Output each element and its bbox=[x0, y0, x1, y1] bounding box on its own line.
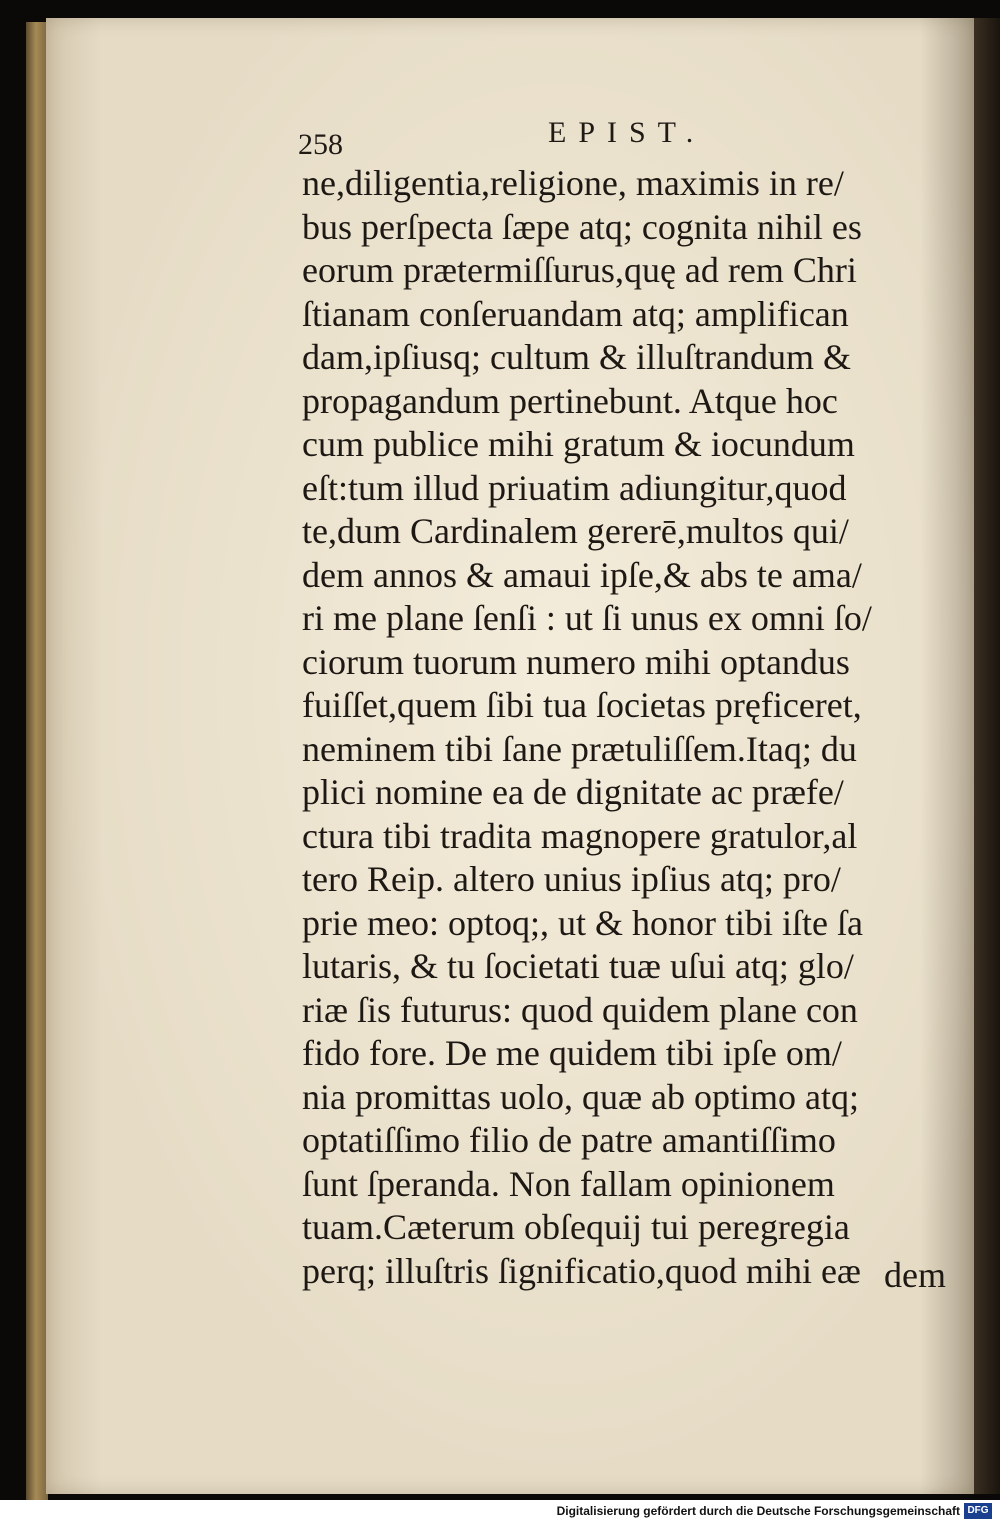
page-number: 258 bbox=[298, 128, 343, 161]
text-line: fido fore. De me quidem tibi ipſe om/ bbox=[302, 1033, 842, 1073]
text-line: ctura tibi tradita magnopere gratulor,al bbox=[302, 815, 858, 856]
footer-bar bbox=[0, 1500, 1000, 1524]
text-line: prie meo: optoq;, ut & honor tibi iſte ſa bbox=[302, 902, 863, 943]
text-line: perq; illuſtris ſignificatio,quod mihi eæ bbox=[302, 1250, 861, 1291]
text-line: neminem tibi ſane prætuliſſem.Itaq; du bbox=[302, 728, 857, 769]
text-line: ri me plane ſenſi : ut ſi unus ex omni ſo/ bbox=[302, 598, 872, 638]
text-line: lutaris, & tu ſocietati tuæ uſui atq; glo/ bbox=[302, 946, 854, 986]
dfg-logo-icon: DFG bbox=[964, 1503, 992, 1519]
page-edge bbox=[26, 22, 48, 1500]
text-line: te,dum Cardinalem gererē,multos qui/ bbox=[302, 511, 849, 551]
text-line: dam,ipſiusq; cultum & illuſtrandum & bbox=[302, 337, 851, 377]
text-line: tero Reip. altero unius ipſius atq; pro/ bbox=[302, 859, 841, 899]
text-line: eſt:tum illud priuatim adiungitur,quod bbox=[302, 467, 847, 508]
text-line: nia promittas uolo, quæ ab optimo atq; bbox=[302, 1076, 859, 1117]
catchword: dem bbox=[884, 1255, 946, 1295]
text-line: plici nomine ea de dignitate ac præfe/ bbox=[302, 772, 844, 812]
text-line: eorum prætermiſſurus,quę ad rem Chri bbox=[302, 250, 857, 290]
text-line: riæ ſis futurus: quod quidem plane con bbox=[302, 989, 858, 1030]
text-line: cum publice mihi gratum & iocundum bbox=[302, 424, 855, 464]
text-line: bus perſpecta ſæpe atq; cognita nihil es bbox=[302, 206, 862, 247]
text-line: ſunt ſperanda. Non fallam opinionem bbox=[302, 1163, 835, 1204]
text-line: propagandum pertinebunt. Atque hoc bbox=[302, 380, 838, 421]
body-text bbox=[302, 162, 957, 1293]
text-line: tuam.Cæterum obſequij tui peregregia bbox=[302, 1207, 850, 1247]
text-line: ciorum tuorum numero mihi optandus bbox=[302, 641, 850, 682]
page-gutter bbox=[974, 18, 1000, 1494]
text-line: ſtianam conſeruandam atq; amplifican bbox=[302, 293, 849, 334]
text-line: dem annos & amaui ipſe,& abs te ama/ bbox=[302, 554, 862, 595]
text-line: optatiſſimo filio de patre amantiſſimo bbox=[302, 1120, 836, 1160]
funding-note: Digitalisierung gefördert durch die Deutsche Forschungsgemeinschaft bbox=[556, 1504, 960, 1518]
running-head: EPIST. bbox=[548, 116, 706, 149]
text-line: fuiſſet,quem ſibi tua ſocietas pręficeret, bbox=[302, 685, 862, 725]
text-line: ne,diligentia,religione, maximis in re/ bbox=[302, 163, 844, 203]
